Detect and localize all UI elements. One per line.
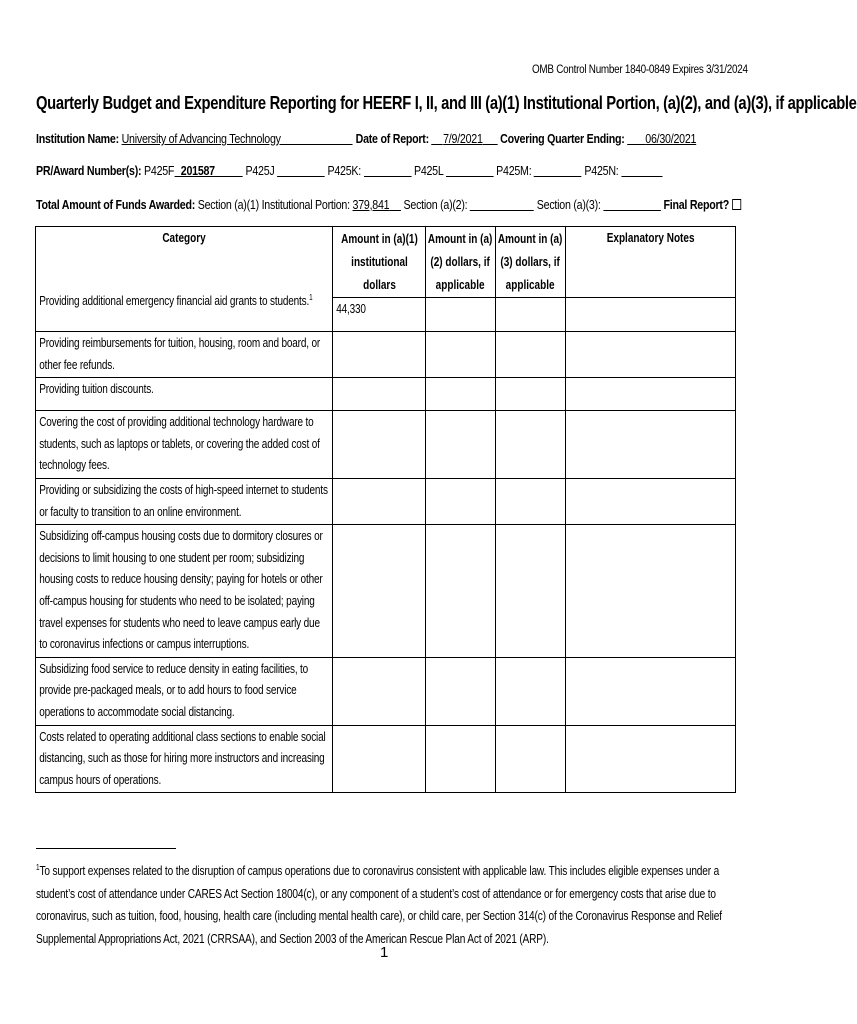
- p425l-field[interactable]: [446, 164, 494, 177]
- footnote: [36, 860, 733, 951]
- award-numbers-line: [36, 163, 662, 178]
- p425j-field[interactable]: [277, 164, 325, 177]
- quarter-ending-value[interactable]: 06/30/2021: [645, 131, 697, 146]
- table-row: [36, 298, 736, 332]
- date-blank-trail: [483, 132, 498, 145]
- col-header-a3: Amount in (a)(3) dollars, if applicable: [496, 227, 566, 298]
- a2-amount-cell[interactable]: [426, 725, 496, 793]
- total-funds-label: Total Amount of Funds Awarded:: [36, 197, 196, 212]
- award-numbers-label: PR/Award Number(s):: [36, 163, 142, 178]
- quarter-ending-label: Covering Quarter Ending:: [500, 131, 625, 146]
- category-cell: Providing or subsidizing the costs of high-speed internet to students or faculty to transition to an online environment.: [36, 478, 333, 524]
- a1-amount-cell[interactable]: [333, 332, 426, 378]
- category-cell: Providing reimbursements for tuition, housing, room and board, or other fee refunds.: [36, 332, 333, 378]
- notes-cell[interactable]: [566, 657, 736, 725]
- a1-portion-value[interactable]: 379,841: [352, 197, 390, 212]
- final-report-label: Final Report?: [663, 197, 729, 212]
- footnote-mark: 1: [36, 862, 40, 872]
- p425f-label: P425F: [144, 163, 175, 178]
- table-row: [36, 525, 736, 658]
- institution-blank: [281, 132, 353, 145]
- notes-cell[interactable]: [566, 525, 736, 658]
- a2-amount-cell[interactable]: [426, 525, 496, 658]
- category-cell: [36, 292, 333, 332]
- budget-table: [35, 226, 736, 793]
- col-header-notes: Explanatory Notes: [566, 227, 736, 298]
- a1-amount-cell[interactable]: [333, 525, 426, 658]
- category-cell: Costs related to operating additional class sections to enable social distancing, such as those for hiring more instructors and increasing campus hours of operations.: [36, 725, 333, 793]
- a3-amount-cell[interactable]: [496, 525, 566, 658]
- category-cell: Subsidizing food service to reduce density in eating facilities, to provide pre-packaged meals, or to add hours to food service operations to accommodate social distancing.: [36, 657, 333, 725]
- a1-amount-cell[interactable]: 44,330: [333, 298, 426, 332]
- table-header-row: [36, 227, 736, 298]
- notes-cell[interactable]: [566, 725, 736, 793]
- date-of-report-value[interactable]: 7/9/2021: [443, 131, 483, 146]
- final-report-checkbox[interactable]: [732, 199, 741, 210]
- institution-name-value[interactable]: University of Advancing Technology: [121, 131, 281, 146]
- p425n-field[interactable]: [621, 164, 662, 177]
- a2-amount-cell[interactable]: [426, 478, 496, 524]
- a3-amount-cell[interactable]: [496, 478, 566, 524]
- a2-amount-cell[interactable]: [426, 298, 496, 332]
- omb-control-number: OMB Control Number 1840-0849 Expires 3/31/2024: [532, 64, 748, 76]
- table-row: [36, 657, 736, 725]
- col-header-a1: Amount in (a)(1) institutional dollars: [333, 227, 426, 298]
- category-cell: Subsidizing off-campus housing costs due to dormitory closures or decisions to limit housing to one student per room; subsidizing housing costs to reduce housing density; paying for hotels or other off-campus housing for students who need to be isolated; paying travel expenses for students who need to leave campus early due to coronavirus infections or campus interruptions.: [36, 525, 333, 658]
- p425l-label: P425L: [413, 163, 444, 178]
- institution-line: [36, 131, 696, 146]
- a2-section-field[interactable]: [470, 198, 534, 211]
- footnote-text: To support expenses related to the disruption of campus operations due to coronavirus consistent with applicable law. This includes eligible expenses under a student’s cost of attendance under CARES Act Section 18004(c), or any component of a student’s cost of attendance or for emergency costs that arise due to coronavirus, such as tuition, food, housing, health care (including mental health care), or child care, per Section 314(c) of the Coronavirus Response and Relief Supplemental Appropriations Act, 2021 (CRRSAA), and Section 2003 of the American Rescue Plan Act of 2021 (ARP).: [36, 864, 722, 947]
- a3-section-field[interactable]: [603, 198, 660, 211]
- category-cell: Providing tuition discounts.: [36, 378, 333, 411]
- notes-cell[interactable]: [566, 478, 736, 524]
- a1-blank-trail: [389, 198, 400, 211]
- a1-amount-cell[interactable]: [333, 411, 426, 479]
- total-funds-line: [36, 197, 741, 212]
- a3-amount-cell[interactable]: [496, 411, 566, 479]
- p425k-label: P425K:: [327, 163, 361, 178]
- date-blank-lead: [432, 132, 443, 145]
- institution-label: Institution Name:: [36, 131, 119, 146]
- date-of-report-label: Date of Report:: [355, 131, 429, 146]
- a2-amount-cell[interactable]: [426, 378, 496, 411]
- a1-amount-cell[interactable]: [333, 478, 426, 524]
- a1-amount-cell[interactable]: [333, 378, 426, 411]
- table-row: [36, 478, 736, 524]
- a1-portion-label: Section (a)(1) Institutional Portion:: [197, 197, 350, 212]
- category-cell: Covering the cost of providing additional technology hardware to students, such as laptops or tablets, or covering the added cost of technology fees.: [36, 411, 333, 479]
- a3-section-label: Section (a)(3):: [536, 197, 601, 212]
- page-title: Quarterly Budget and Expenditure Reporting for HEERF I, II, and III (a)(1) Institutional Portion, (a)(2), and (a)(3), if applicable: [36, 93, 857, 113]
- a3-amount-cell[interactable]: [496, 378, 566, 411]
- a1-amount-cell[interactable]: [333, 725, 426, 793]
- a2-section-label: Section (a)(2):: [403, 197, 468, 212]
- col-header-category: Category: [36, 227, 333, 298]
- p425j-label: P425J: [245, 163, 275, 178]
- notes-cell[interactable]: [566, 378, 736, 411]
- quarter-blank-lead: [627, 132, 645, 145]
- a2-amount-cell[interactable]: [426, 332, 496, 378]
- notes-cell[interactable]: [566, 411, 736, 479]
- p425f-blank-trail: [215, 164, 243, 177]
- a3-amount-cell[interactable]: [496, 725, 566, 793]
- p425m-field[interactable]: [534, 164, 582, 177]
- table-row: [36, 411, 736, 479]
- notes-cell[interactable]: [566, 332, 736, 378]
- page-number: 1: [380, 944, 389, 961]
- a3-amount-cell[interactable]: [496, 332, 566, 378]
- footnote-ref[interactable]: 1: [309, 292, 313, 302]
- p425k-field[interactable]: [364, 164, 412, 177]
- a2-amount-cell[interactable]: [426, 411, 496, 479]
- a3-amount-cell[interactable]: [496, 657, 566, 725]
- col-header-a2: Amount in (a)(2) dollars, if applicable: [426, 227, 496, 298]
- a3-amount-cell[interactable]: [496, 298, 566, 332]
- table-row: [36, 378, 736, 411]
- footnote-divider: [36, 848, 176, 849]
- a1-amount-cell[interactable]: [333, 657, 426, 725]
- p425n-label: P425N:: [584, 163, 619, 178]
- table-row: [36, 332, 736, 378]
- notes-cell[interactable]: [566, 298, 736, 332]
- p425f-value[interactable]: 201587: [180, 163, 215, 178]
- category-text: Providing additional emergency financial aid grants to students.: [39, 293, 310, 308]
- a2-amount-cell[interactable]: [426, 657, 496, 725]
- p425m-label: P425M:: [496, 163, 532, 178]
- table-row: [36, 725, 736, 793]
